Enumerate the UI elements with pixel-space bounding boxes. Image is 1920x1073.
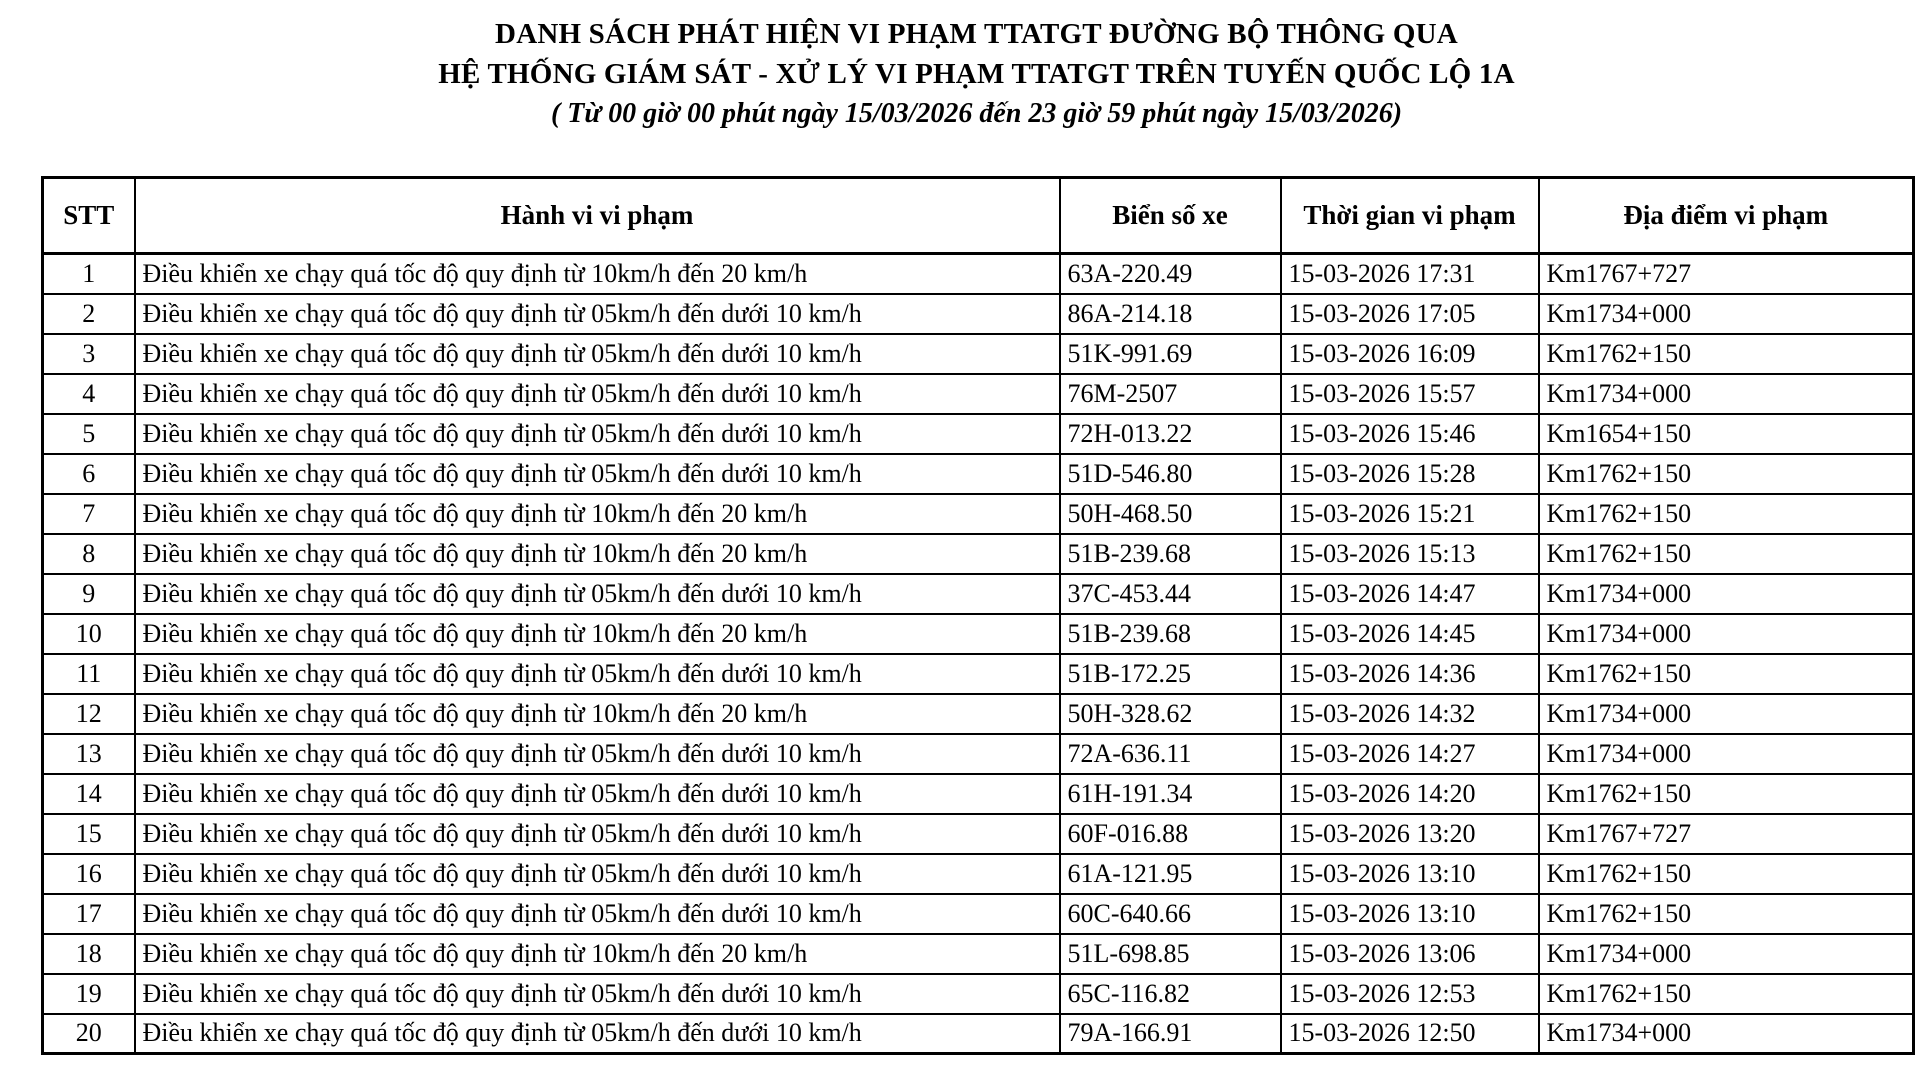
cell-plate: 65C-116.82 [1060, 974, 1281, 1014]
cell-stt: 2 [43, 294, 135, 334]
violations-table [41, 176, 1915, 1055]
cell-violation: Điều khiển xe chạy quá tốc độ quy định từ 05km/h đến dưới 10 km/h [135, 374, 1060, 414]
cell-stt: 14 [43, 774, 135, 814]
table-row [43, 254, 1914, 294]
cell-time: 15-03-2026 17:31 [1281, 254, 1539, 294]
cell-violation: Điều khiển xe chạy quá tốc độ quy định từ 05km/h đến dưới 10 km/h [135, 454, 1060, 494]
cell-time: 15-03-2026 13:20 [1281, 814, 1539, 854]
cell-stt: 9 [43, 574, 135, 614]
cell-time: 15-03-2026 13:06 [1281, 934, 1539, 974]
cell-stt: 7 [43, 494, 135, 534]
cell-violation: Điều khiển xe chạy quá tốc độ quy định từ 05km/h đến dưới 10 km/h [135, 814, 1060, 854]
page-title-line1: DANH SÁCH PHÁT HIỆN VI PHẠM TTATGT ĐƯỜNG BỘ THÔNG QUA [495, 18, 1458, 50]
cell-time: 15-03-2026 14:36 [1281, 654, 1539, 694]
cell-time: 15-03-2026 15:46 [1281, 414, 1539, 454]
cell-violation: Điều khiển xe chạy quá tốc độ quy định từ 05km/h đến dưới 10 km/h [135, 574, 1060, 614]
cell-plate: 79A-166.91 [1060, 1014, 1281, 1054]
cell-violation: Điều khiển xe chạy quá tốc độ quy định từ 10km/h đến 20 km/h [135, 614, 1060, 654]
cell-location: Km1762+150 [1539, 334, 1914, 374]
cell-stt: 11 [43, 654, 135, 694]
cell-location: Km1767+727 [1539, 814, 1914, 854]
cell-plate: 37C-453.44 [1060, 574, 1281, 614]
page-title-line2: HỆ THỐNG GIÁM SÁT - XỬ LÝ VI PHẠM TTATGT TRÊN TUYẾN QUỐC LỘ 1A [438, 58, 1515, 90]
cell-location: Km1734+000 [1539, 1014, 1914, 1054]
cell-time: 15-03-2026 14:32 [1281, 694, 1539, 734]
cell-location: Km1762+150 [1539, 774, 1914, 814]
cell-stt: 5 [43, 414, 135, 454]
cell-plate: 60C-640.66 [1060, 894, 1281, 934]
cell-stt: 6 [43, 454, 135, 494]
table-row [43, 694, 1914, 734]
cell-location: Km1762+150 [1539, 854, 1914, 894]
table-row [43, 814, 1914, 854]
cell-location: Km1762+150 [1539, 534, 1914, 574]
cell-plate: 61H-191.34 [1060, 774, 1281, 814]
cell-violation: Điều khiển xe chạy quá tốc độ quy định từ 10km/h đến 20 km/h [135, 694, 1060, 734]
table-row [43, 934, 1914, 974]
cell-stt: 19 [43, 974, 135, 1014]
cell-plate: 72A-636.11 [1060, 734, 1281, 774]
col-header-time: Thời gian vi phạm [1281, 178, 1539, 254]
cell-time: 15-03-2026 16:09 [1281, 334, 1539, 374]
table-row [43, 894, 1914, 934]
cell-violation: Điều khiển xe chạy quá tốc độ quy định từ 05km/h đến dưới 10 km/h [135, 334, 1060, 374]
col-header-violation: Hành vi vi phạm [135, 178, 1060, 254]
cell-location: Km1734+000 [1539, 614, 1914, 654]
cell-location: Km1762+150 [1539, 494, 1914, 534]
cell-stt: 18 [43, 934, 135, 974]
cell-time: 15-03-2026 14:47 [1281, 574, 1539, 614]
cell-plate: 51D-546.80 [1060, 454, 1281, 494]
table-body [43, 254, 1914, 1054]
table-row [43, 654, 1914, 694]
table-row [43, 734, 1914, 774]
cell-violation: Điều khiển xe chạy quá tốc độ quy định từ 10km/h đến 20 km/h [135, 534, 1060, 574]
cell-plate: 51B-172.25 [1060, 654, 1281, 694]
table-row [43, 574, 1914, 614]
cell-violation: Điều khiển xe chạy quá tốc độ quy định từ 05km/h đến dưới 10 km/h [135, 974, 1060, 1014]
cell-stt: 12 [43, 694, 135, 734]
cell-stt: 17 [43, 894, 135, 934]
cell-plate: 51B-239.68 [1060, 614, 1281, 654]
cell-violation: Điều khiển xe chạy quá tốc độ quy định từ 05km/h đến dưới 10 km/h [135, 414, 1060, 454]
cell-location: Km1734+000 [1539, 574, 1914, 614]
cell-time: 15-03-2026 12:53 [1281, 974, 1539, 1014]
cell-location: Km1654+150 [1539, 414, 1914, 454]
cell-violation: Điều khiển xe chạy quá tốc độ quy định từ 05km/h đến dưới 10 km/h [135, 654, 1060, 694]
cell-plate: 63A-220.49 [1060, 254, 1281, 294]
page-title-date-range: ( Từ 00 giờ 00 phút ngày 15/03/2026 đến 23 giờ 59 phút ngày 15/03/2026) [550, 98, 1403, 129]
cell-plate: 61A-121.95 [1060, 854, 1281, 894]
table-row [43, 454, 1914, 494]
cell-plate: 51K-991.69 [1060, 334, 1281, 374]
cell-plate: 72H-013.22 [1060, 414, 1281, 454]
table-row [43, 1014, 1914, 1054]
cell-stt: 3 [43, 334, 135, 374]
table-row [43, 374, 1914, 414]
cell-location: Km1767+727 [1539, 254, 1914, 294]
cell-stt: 10 [43, 614, 135, 654]
cell-time: 15-03-2026 15:28 [1281, 454, 1539, 494]
col-header-location: Địa điểm vi phạm [1539, 178, 1914, 254]
cell-violation: Điều khiển xe chạy quá tốc độ quy định từ 05km/h đến dưới 10 km/h [135, 854, 1060, 894]
document-title-block [41, 14, 1912, 134]
cell-stt: 16 [43, 854, 135, 894]
cell-stt: 8 [43, 534, 135, 574]
cell-location: Km1734+000 [1539, 374, 1914, 414]
col-header-plate: Biển số xe [1060, 178, 1281, 254]
cell-time: 15-03-2026 15:21 [1281, 494, 1539, 534]
cell-time: 15-03-2026 14:45 [1281, 614, 1539, 654]
cell-violation: Điều khiển xe chạy quá tốc độ quy định từ 10km/h đến 20 km/h [135, 934, 1060, 974]
cell-time: 15-03-2026 13:10 [1281, 854, 1539, 894]
cell-time: 15-03-2026 12:50 [1281, 1014, 1539, 1054]
cell-location: Km1734+000 [1539, 294, 1914, 334]
cell-violation: Điều khiển xe chạy quá tốc độ quy định từ 05km/h đến dưới 10 km/h [135, 734, 1060, 774]
cell-plate: 50H-328.62 [1060, 694, 1281, 734]
cell-violation: Điều khiển xe chạy quá tốc độ quy định từ 05km/h đến dưới 10 km/h [135, 894, 1060, 934]
cell-location: Km1734+000 [1539, 934, 1914, 974]
cell-plate: 76M-2507 [1060, 374, 1281, 414]
cell-stt: 4 [43, 374, 135, 414]
cell-plate: 51L-698.85 [1060, 934, 1281, 974]
cell-time: 15-03-2026 13:10 [1281, 894, 1539, 934]
cell-violation: Điều khiển xe chạy quá tốc độ quy định từ 10km/h đến 20 km/h [135, 494, 1060, 534]
table-row [43, 294, 1914, 334]
table-row [43, 334, 1914, 374]
cell-time: 15-03-2026 15:57 [1281, 374, 1539, 414]
cell-time: 15-03-2026 14:27 [1281, 734, 1539, 774]
cell-violation: Điều khiển xe chạy quá tốc độ quy định từ 10km/h đến 20 km/h [135, 254, 1060, 294]
table-row [43, 854, 1914, 894]
table-header-row [43, 178, 1914, 254]
table-row [43, 534, 1914, 574]
table-row [43, 774, 1914, 814]
cell-location: Km1762+150 [1539, 654, 1914, 694]
cell-violation: Điều khiển xe chạy quá tốc độ quy định từ 05km/h đến dưới 10 km/h [135, 1014, 1060, 1054]
cell-plate: 60F-016.88 [1060, 814, 1281, 854]
cell-plate: 50H-468.50 [1060, 494, 1281, 534]
cell-stt: 1 [43, 254, 135, 294]
table-row [43, 494, 1914, 534]
cell-location: Km1734+000 [1539, 734, 1914, 774]
cell-time: 15-03-2026 17:05 [1281, 294, 1539, 334]
cell-location: Km1734+000 [1539, 694, 1914, 734]
cell-plate: 51B-239.68 [1060, 534, 1281, 574]
cell-stt: 15 [43, 814, 135, 854]
cell-location: Km1762+150 [1539, 454, 1914, 494]
cell-violation: Điều khiển xe chạy quá tốc độ quy định từ 05km/h đến dưới 10 km/h [135, 294, 1060, 334]
col-header-stt: STT [43, 178, 135, 254]
cell-stt: 13 [43, 734, 135, 774]
cell-time: 15-03-2026 14:20 [1281, 774, 1539, 814]
cell-plate: 86A-214.18 [1060, 294, 1281, 334]
cell-stt: 20 [43, 1014, 135, 1054]
table-row [43, 974, 1914, 1014]
cell-location: Km1762+150 [1539, 894, 1914, 934]
table-row [43, 414, 1914, 454]
cell-location: Km1762+150 [1539, 974, 1914, 1014]
table-row [43, 614, 1914, 654]
cell-violation: Điều khiển xe chạy quá tốc độ quy định từ 05km/h đến dưới 10 km/h [135, 774, 1060, 814]
cell-time: 15-03-2026 15:13 [1281, 534, 1539, 574]
